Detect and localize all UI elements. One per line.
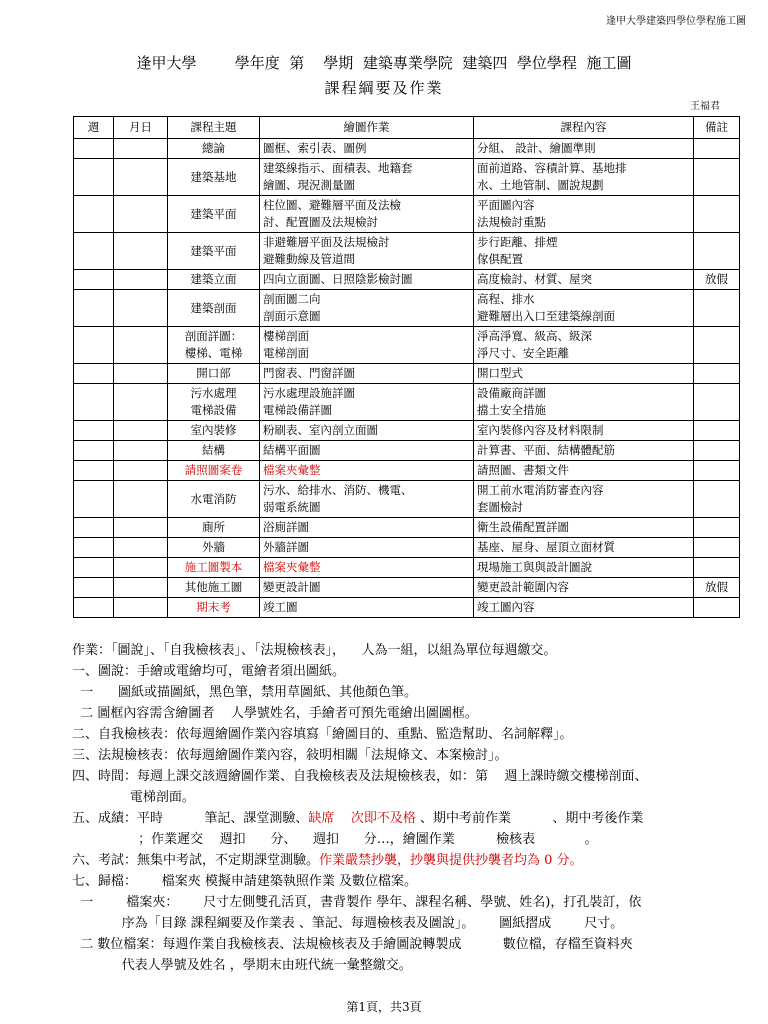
note-line: 二 數位檔案：每週作業自我檢核表、法規檢核表及手繪圖說轉製成 數位檔，存檔至資料夾 (72, 937, 633, 952)
note-line: 序為「目錄 課程綱要及作業表 、筆記、每週檢核表及圖說」。 圖紙摺成 尺寸。 (72, 916, 624, 931)
week-cell (74, 538, 114, 558)
page-title: 逢甲大學 學年度 第 學期 建築專業學院 建築四 學位學程 施工圖 (136, 54, 632, 72)
content-cell: 開工前水電消防審查內容 套圖檢討 (474, 481, 694, 518)
note-line: 六、考試：無集中考試，不定期課堂測驗。作業嚴禁抄襲，抄襲與提供抄襲者均為 0 分。 (72, 853, 583, 868)
drawing-cell: 建築線指示、面積表、地籍套 繪圖、現況測量圖 (260, 159, 474, 196)
date-cell (114, 578, 168, 598)
topic-cell: 其他施工圖 (168, 578, 260, 598)
header-date: 月日 (114, 117, 168, 139)
content-cell: 面前道路、容積計算、基地排 水、土地管制、圖說規劃 (474, 159, 694, 196)
table-row (74, 290, 740, 327)
table-row (74, 139, 740, 159)
week-cell (74, 270, 114, 290)
content-cell: 衛生設備配置詳圖 (474, 518, 694, 538)
date-cell (114, 270, 168, 290)
topic-cell: 建築平面 (168, 196, 260, 233)
topic-cell: 開口部 (168, 364, 260, 384)
note-line: 作業：「圖說」、「自我檢核表」、「法規檢核表」， 人為一組，以組為單位每週繳交。 (72, 643, 557, 658)
note-line: 七、歸檔： 檔案夾 模擬申請建築執照作業 及數位檔案。 (72, 874, 418, 889)
content-cell: 變更設計範圍內容 (474, 578, 694, 598)
header-content: 課程內容 (474, 117, 694, 139)
note-cell (694, 327, 740, 364)
note-line: 二、自我檢核表：依每週繪圖作業內容填寫「繪圖目的、重點、監造幫助、名詞解釋」。 (72, 727, 573, 742)
week-cell (74, 578, 114, 598)
table-row (74, 159, 740, 196)
drawing-cell: 剖面圖二向 剖面示意圖 (260, 290, 474, 327)
week-cell (74, 598, 114, 618)
week-cell (74, 159, 114, 196)
week-cell (74, 364, 114, 384)
note-cell (694, 233, 740, 270)
drawing-cell: 污水處理設施詳圖 電梯設備詳圖 (260, 384, 474, 421)
note-cell: 放假 (694, 270, 740, 290)
note-cell (694, 558, 740, 578)
week-cell (74, 196, 114, 233)
date-cell (114, 598, 168, 618)
note-line: ；作業遲交 週扣 分、 週扣 分…，繪圖作業 檢核表 。 (72, 832, 598, 847)
date-cell (114, 421, 168, 441)
drawing-cell: 非避難層平面及法規檢討 避難動線及管道間 (260, 233, 474, 270)
week-cell (74, 441, 114, 461)
table-body (74, 139, 740, 618)
drawing-cell: 檔案夾彙整 (260, 461, 474, 481)
author: 王福君 (690, 101, 720, 112)
header-topic: 課程主題 (168, 117, 260, 139)
topic-cell: 水電消防 (168, 481, 260, 518)
drawing-cell: 結構平面圖 (260, 441, 474, 461)
date-cell (114, 518, 168, 538)
date-cell (114, 290, 168, 327)
note-line: 代表人學號及姓名 ，學期末由班代統一彙整繳交。 (72, 958, 412, 973)
topic-cell: 廁所 (168, 518, 260, 538)
topic-cell: 期末考 (168, 598, 260, 618)
week-cell (74, 139, 114, 159)
note-line: 一、圖說：手繪或電繪均可，電繪者須出圖紙。 (72, 664, 346, 679)
content-cell: 高度檢討、材質、屋突 (474, 270, 694, 290)
note-line: 一 圖紙或描圖紙，黑色筆，禁用草圖紙、其他顏色筆。 (72, 685, 418, 700)
note-cell (694, 598, 740, 618)
drawing-cell: 竣工圖 (260, 598, 474, 618)
topic-cell: 建築平面 (168, 233, 260, 270)
date-cell (114, 327, 168, 364)
week-cell (74, 461, 114, 481)
table-row (74, 518, 740, 538)
date-cell (114, 481, 168, 518)
note-line: 三、法規檢核表：依每週繪圖作業內容，敍明相關「法規條文、本案檢討」。 (72, 748, 508, 763)
week-cell (74, 290, 114, 327)
date-cell (114, 364, 168, 384)
drawing-cell: 變更設計圖 (260, 578, 474, 598)
table-row (74, 578, 740, 598)
topic-cell: 施工圖製本 (168, 558, 260, 578)
table-row (74, 196, 740, 233)
date-cell (114, 233, 168, 270)
date-cell (114, 196, 168, 233)
drawing-cell: 檔案夾彙整 (260, 558, 474, 578)
note-cell (694, 421, 740, 441)
table-row (74, 441, 740, 461)
table-header-row (74, 117, 740, 139)
note-cell (694, 159, 740, 196)
note-cell (694, 538, 740, 558)
content-cell: 步行距離、排煙 傢俱配置 (474, 233, 694, 270)
drawing-cell: 浴廁詳圖 (260, 518, 474, 538)
note-cell (694, 441, 740, 461)
content-cell: 室內裝修內容及材料限制 (474, 421, 694, 441)
note-line: 五、成績：平時 筆記、課堂測驗、缺席 次即不及格 、期中考前作業 、期中考後作業 (72, 811, 644, 826)
note-cell (694, 384, 740, 421)
table-row (74, 481, 740, 518)
note-cell (694, 518, 740, 538)
note-cell (694, 364, 740, 384)
table-row (74, 558, 740, 578)
week-cell (74, 384, 114, 421)
week-cell (74, 233, 114, 270)
content-cell: 平面圖內容 法規檢討重點 (474, 196, 694, 233)
topic-cell: 總論 (168, 139, 260, 159)
note-cell (694, 290, 740, 327)
header-right: 逢甲大學建築四學位學程施工圖 (606, 16, 746, 27)
date-cell (114, 461, 168, 481)
content-cell: 高程、排水 避難層出入口至建築線剖面 (474, 290, 694, 327)
header-note: 備註 (694, 117, 740, 139)
content-cell: 計算書、平面、結構體配筋 (474, 441, 694, 461)
note-cell (694, 461, 740, 481)
content-cell: 竣工圖內容 (474, 598, 694, 618)
content-cell: 開口型式 (474, 364, 694, 384)
header-drawing: 繪圖作業 (260, 117, 474, 139)
date-cell (114, 139, 168, 159)
page-footer: 第1頁，共3頁 (346, 1000, 422, 1014)
topic-cell: 請照圖案卷 (168, 461, 260, 481)
content-cell: 分組、 設計、繪圖準則 (474, 139, 694, 159)
date-cell (114, 159, 168, 196)
warning-text: 作業嚴禁抄襲，抄襲與提供抄襲者均為 0 分。 (319, 853, 583, 868)
drawing-cell: 粉刷表、室內剖立面圖 (260, 421, 474, 441)
topic-cell: 剖面詳圖： 樓梯、電梯 (168, 327, 260, 364)
note-line: 二 圖框內容需含繪圖者 人學號姓名，手繪者可預先電繪出圖圖框。 (72, 706, 478, 721)
drawing-cell: 樓梯剖面 電梯剖面 (260, 327, 474, 364)
table-row (74, 461, 740, 481)
table-row (74, 538, 740, 558)
note-cell: 放假 (694, 578, 740, 598)
week-cell (74, 421, 114, 441)
content-cell: 請照圖、書類文件 (474, 461, 694, 481)
drawing-cell: 污水、給排水、消防、機電、 弱電系統圖 (260, 481, 474, 518)
topic-cell: 建築基地 (168, 159, 260, 196)
content-cell: 淨高淨寬、級高、級深 淨尺寸、安全距離 (474, 327, 694, 364)
assignment-notes (72, 640, 742, 976)
table-row (74, 598, 740, 618)
week-cell (74, 518, 114, 538)
table-row (74, 270, 740, 290)
header-week: 週 (74, 117, 114, 139)
topic-cell: 建築立面 (168, 270, 260, 290)
topic-cell: 室內裝修 (168, 421, 260, 441)
content-cell: 設備廠商詳圖 擋土安全措施 (474, 384, 694, 421)
date-cell (114, 441, 168, 461)
drawing-cell: 外牆詳圖 (260, 538, 474, 558)
note-line: 一 檔案夾： 尺寸左側雙孔活頁，書背製作 學年、課程名稱、學號、姓名)，打孔裝訂，依 (72, 895, 642, 910)
table-row (74, 364, 740, 384)
topic-cell: 污水處理 電梯設備 (168, 384, 260, 421)
table-row (74, 384, 740, 421)
drawing-cell: 門窗表、門窗詳圖 (260, 364, 474, 384)
note-line: 四、時間：每週上課交該週繪圖作業、自我檢核表及法規檢核表，如：第 週上課時繳交樓梯剖面、 (72, 769, 648, 784)
date-cell (114, 384, 168, 421)
drawing-cell: 四向立面圖、日照陰影檢討圖 (260, 270, 474, 290)
topic-cell: 結構 (168, 441, 260, 461)
page-subtitle: 課程綱要及作業 (324, 79, 444, 97)
note-cell (694, 139, 740, 159)
date-cell (114, 538, 168, 558)
note-cell (694, 481, 740, 518)
topic-cell: 建築剖面 (168, 290, 260, 327)
warning-text: 缺席 次即不及格 (308, 811, 416, 826)
course-table (73, 116, 740, 618)
topic-cell: 外牆 (168, 538, 260, 558)
week-cell (74, 327, 114, 364)
note-cell (694, 196, 740, 233)
content-cell: 現場施工與與設計圖說 (474, 558, 694, 578)
week-cell (74, 558, 114, 578)
date-cell (114, 558, 168, 578)
table-row (74, 421, 740, 441)
note-line: 電梯剖面。 (72, 790, 195, 805)
table-row (74, 233, 740, 270)
content-cell: 基座、屋身、屋頂立面材質 (474, 538, 694, 558)
drawing-cell: 柱位圖、避難層平面及法檢 討、配置圖及法規檢討 (260, 196, 474, 233)
table-row (74, 327, 740, 364)
week-cell (74, 481, 114, 518)
drawing-cell: 圖框、索引表、圖例 (260, 139, 474, 159)
